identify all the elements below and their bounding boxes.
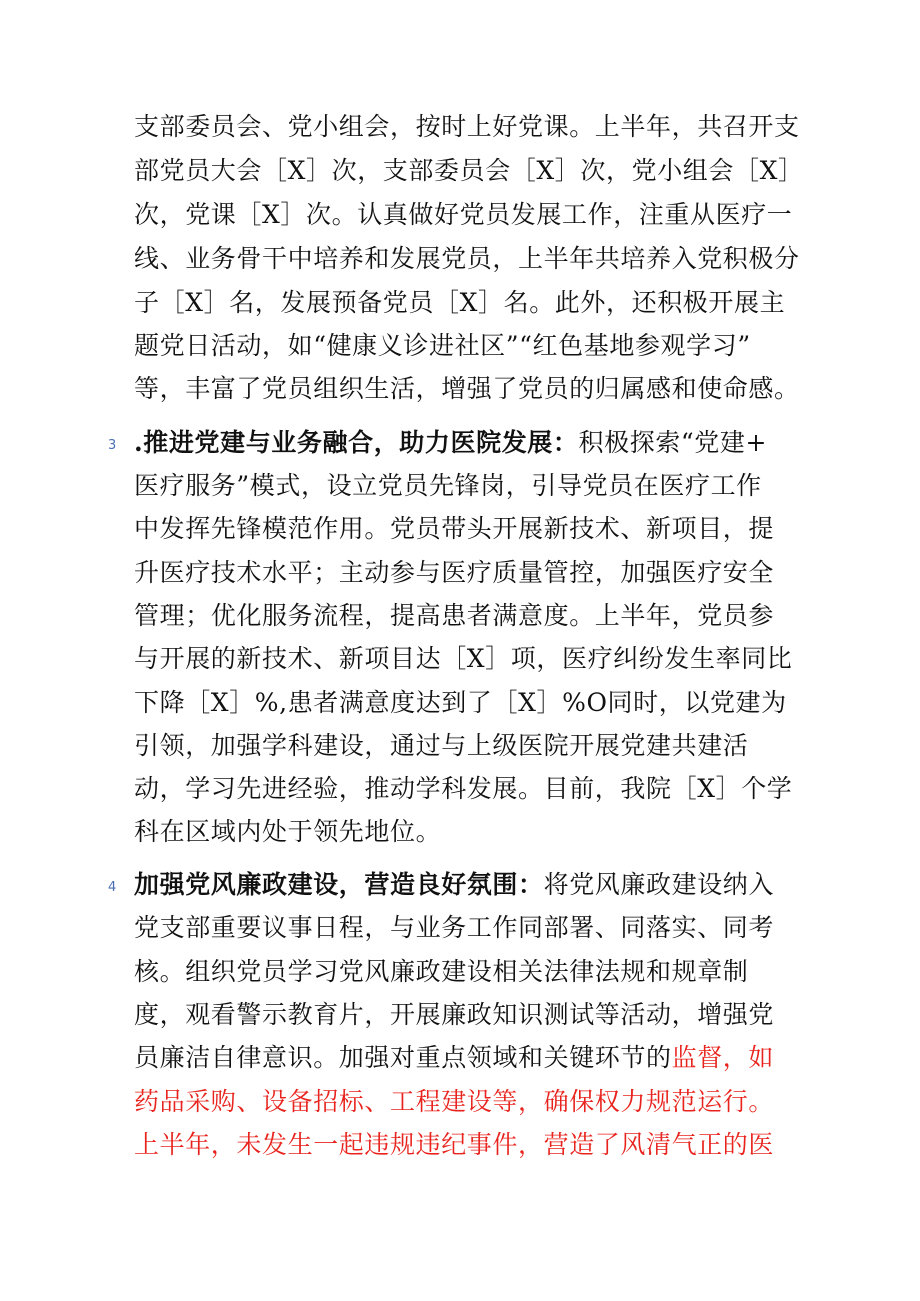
paragraph-line: 引领，加强学科建设，通过与上级医院开展党建共建活 — [134, 731, 749, 760]
item-text: 员廉洁自律意识。加强对重点领域和关键环节的 — [134, 1043, 672, 1072]
paragraph-line-mixed — [134, 1038, 814, 1078]
paragraph-line: 管理；优化服务流程，提高患者满意度。上半年，党员参 — [134, 601, 775, 630]
paragraph-line: 次，党课［X］次。认真做好党员发展工作，注重从医疗一 — [134, 200, 793, 229]
paragraph-line: 部党员大会［X］次，支部委员会［X］次，党小组会［X］ — [134, 156, 804, 185]
list-number: 3 — [108, 438, 117, 453]
paragraph-line: 子［X］名，发展预备党员［X］名。此外，还积极开展主 — [134, 288, 786, 317]
item-text: 积极探索“党建+ — [578, 428, 768, 457]
paragraph-line: 等，丰富了党员组织生活，增强了党员的归属感和使命感。 — [134, 374, 800, 403]
list-item-first-line — [134, 423, 814, 463]
paragraph-line: 科在区域内处于领先地位。 — [134, 817, 442, 846]
list-item-first-line — [134, 865, 814, 905]
highlighted-text: 监督，如 — [671, 1043, 775, 1072]
paragraph-line: 中发挥先锋模范作用。党员带头开展新技术、新项目，提 — [134, 514, 775, 543]
paragraph-line: 与开展的新技术、新项目达［X］项，医疗纠纷发生率同比 — [134, 644, 793, 673]
paragraph-line: 动，学习先进经验，推动学科发展。目前，我院［X］个学 — [134, 774, 793, 803]
paragraph-line: 支部委员会、党小组会，按时上好党课。上半年，共召开支 — [134, 112, 800, 141]
highlighted-line: 药品采购、设备招标、工程建设等，确保权力规范运行。 — [134, 1087, 775, 1116]
item-heading: .推进党建与业务融合，助力医院发展： — [134, 428, 579, 457]
paragraph-line: 线、业务骨干中培养和发展党员，上半年共培养入党积极分 — [134, 244, 800, 273]
paragraph-line: 下降［X］%,患者满意度达到了［X］%O同时，以党建为 — [134, 688, 787, 717]
paragraph-line: 党支部重要议事日程，与业务工作同部署、同落实、同考 — [134, 913, 775, 942]
list-number: 4 — [108, 880, 117, 895]
paragraph-line: 题党日活动，如“健康义诊进社区”“红色基地参观学习” — [134, 331, 751, 360]
highlighted-line: 上半年，未发生一起违规违纪事件，营造了风清气正的医 — [134, 1130, 775, 1159]
paragraph-line: 升医疗技术水平；主动参与医疗质量管控，加强医疗安全 — [134, 558, 775, 587]
paragraph-line: 度，观看警示教育片，开展廉政知识测试等活动，增强党 — [134, 1000, 775, 1029]
item-text: 将党风廉政建设纳入 — [543, 870, 775, 899]
paragraph-line: 核。组织党员学习党风廉政建设相关法律法规和规章制 — [134, 957, 749, 986]
item-heading: 加强党风廉政建设，营造良好氛围： — [134, 870, 544, 899]
paragraph-line: 医疗服务”模式，设立党员先锋岗，引导党员在医疗工作 — [134, 471, 762, 500]
